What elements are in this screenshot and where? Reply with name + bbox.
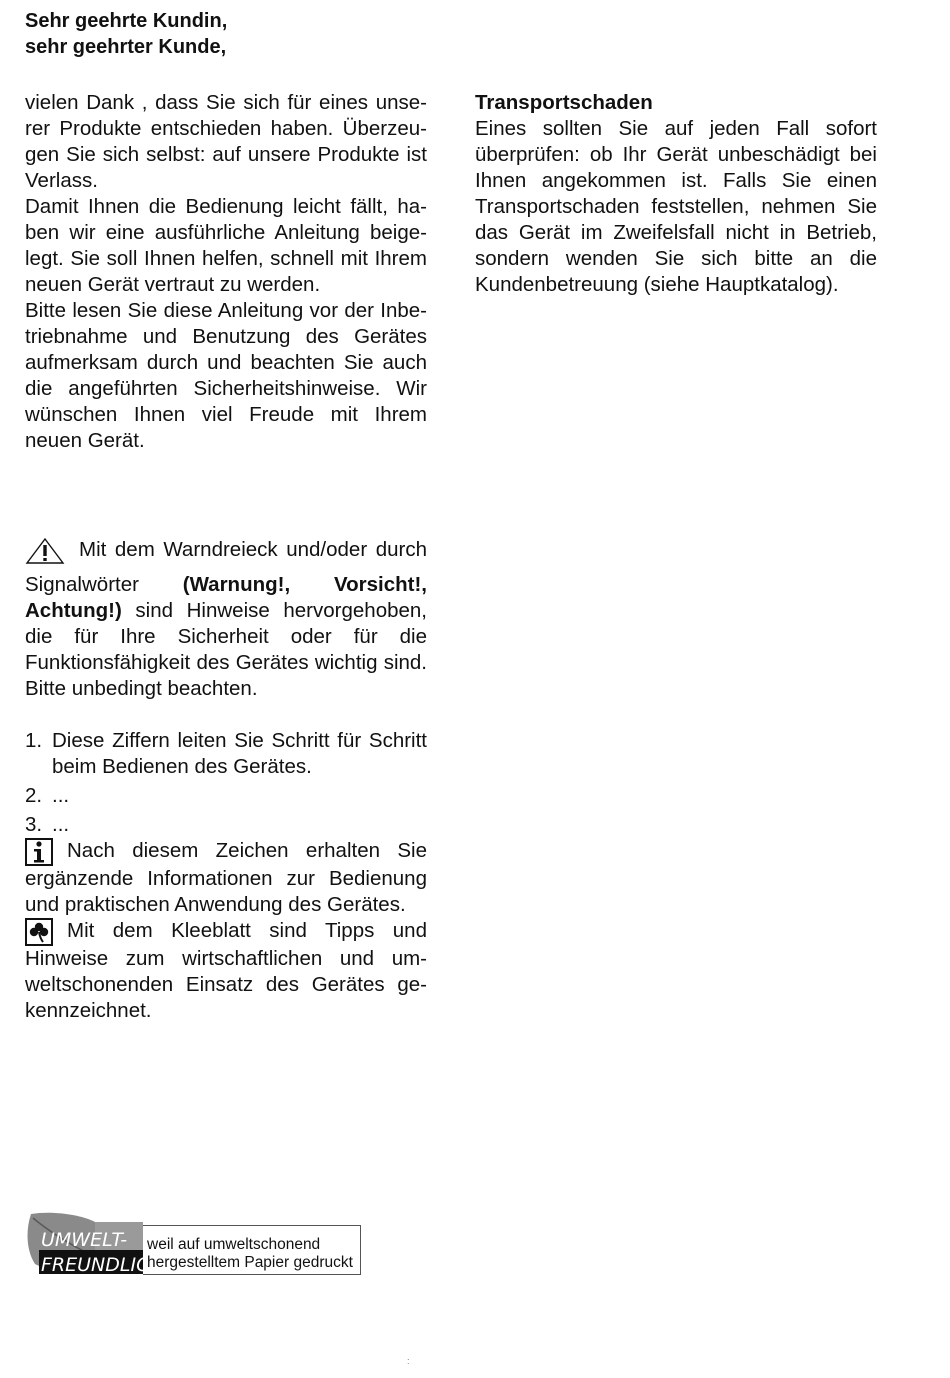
- eco-logo-line-1: UMWELT-: [41, 1229, 128, 1251]
- step-list: [25, 728, 427, 838]
- eco-leaf-logo: [25, 1212, 164, 1276]
- warning-note-text-a: Mit dem Warndreieck und/oder durch Signalwörter: [25, 538, 427, 596]
- intro-paragraph-3: Bitte lesen Sie diese Anleitung vor der Inbetriebnahme und Benutzung des Gerätes aufmerksam durch und beachten Sie auch die angeführten Sicherheitshinweise. Wir wünschen Ihnen viel Freude mit Ihrem neuen Gerät.: [25, 299, 427, 452]
- cloverleaf-icon: [25, 918, 53, 946]
- step-text: Diese Ziffern leiten Sie Schritt für Schritt beim Bedienen des Gerätes.: [52, 729, 427, 778]
- transport-column: [475, 90, 877, 298]
- notes-section: [25, 537, 427, 1024]
- eco-text: [143, 1225, 361, 1275]
- greeting-line-1: Sehr geehrte Kundin,: [25, 10, 228, 32]
- tip-note-text: Mit dem Kleeblatt sind Tipps und Hinweise zum wirtschaftlichen und umweltschonenden Einsatz des Gerätes gekennzeichnet.: [25, 919, 427, 1022]
- eco-label: [25, 1212, 361, 1276]
- eco-text-line-2: hergestelltem Papier gedruckt: [147, 1254, 353, 1271]
- intro-column: [25, 90, 427, 454]
- warning-note: [25, 537, 427, 702]
- warning-note-text-b: sind Hinweise hervorgehoben, die für Ihre Sicherheit oder für die Funktionsfähigkeit des Gerätes wichtig sind. Bitte unbedingt beachten.: [25, 599, 427, 700]
- step-number: 1.: [25, 729, 43, 752]
- list-item: [25, 812, 427, 838]
- step-number: 2.: [25, 784, 43, 807]
- signal-words: (Warnung!, Vorsicht!, Achtung!): [25, 573, 428, 622]
- list-item: [25, 783, 427, 809]
- tip-note: [25, 918, 427, 1024]
- greeting: [25, 8, 227, 60]
- step-text: ...: [52, 813, 70, 836]
- info-icon: [25, 838, 53, 866]
- warning-triangle-icon: [25, 537, 65, 572]
- greeting-line-2: sehr geehrter Kunde,: [25, 36, 227, 58]
- info-note-text: Nach diesem Zeichen erhalten Sie ergänzende Informationen zur Bedienung und praktischen Anwendung des Gerätes.: [25, 839, 427, 916]
- list-item: [25, 728, 427, 780]
- step-text: ...: [52, 784, 70, 807]
- transport-text: Eines sollten Sie auf jeden Fall sofort überprüfen: ob Ihr Gerät unbeschädigt bei Ihnen angekommen ist. Falls Sie einen Transportschaden feststellen, nehmen Sie das Gerät im Zweifelsfall nicht in Betrieb, sondern wenden Sie sich bitte an die Kundenbetreuung (siehe Hauptkatalog).: [475, 117, 877, 296]
- page-mark: :: [407, 1356, 410, 1366]
- transport-title: Transportschaden: [475, 91, 653, 114]
- intro-paragraph-2: Damit Ihnen die Bedienung leicht fällt, haben wir eine ausführliche Anleitung beigelegt. Sie soll Ihnen helfen, schnell mit Ihrem neuen Gerät vertraut zu werden.: [25, 195, 427, 296]
- eco-logo-line-2: FREUNDLICH: [41, 1254, 164, 1276]
- step-number: 3.: [25, 813, 43, 836]
- eco-text-line-1: weil auf umweltschonend: [147, 1236, 321, 1253]
- intro-paragraph-1: vielen Dank , dass Sie sich für eines unserer Produkte entschieden haben. Überzeugen Sie sich selbst: auf unsere Produkte ist Verlass.: [25, 91, 427, 192]
- info-note: [25, 838, 427, 918]
